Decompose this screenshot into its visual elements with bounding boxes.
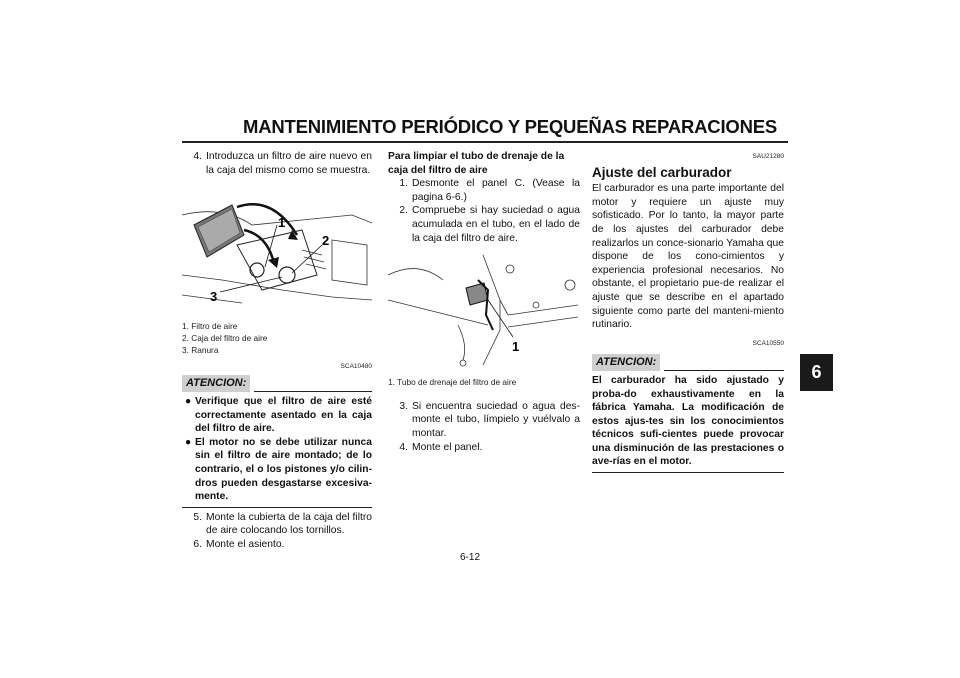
body-paragraph: El carburador es una parte importante del motor y requiere un ajuste muy sofisticado. Por lo tanto, la mayor parte de los ajustes del carburador debe realizarlos un conce-sionario Yamaha que dispone de los cono-cimientos y experiencia profesional necesarios. No obstante, el propietario pue-de realizar el ajuste que se describe en el apartado siguiente como parte del manteni-miento rutinario. xyxy=(592,183,784,331)
attention-label: ATENCION: xyxy=(182,375,250,392)
figure-label: 1 xyxy=(278,215,286,231)
step-3 xyxy=(388,400,580,441)
step-text: Monte el asiento. xyxy=(206,538,285,550)
warning-text: El carburador ha sido ajustado y proba-do exhaustivamente en la fábrica Yamaha. La modificación de estos ajus-tes sin los conocimientos técnicos sufi-cientes puede provocar una disminución de las prestaciones o ave-rías en el motor. xyxy=(592,371,784,473)
attention-rule xyxy=(254,391,372,392)
reference-code: SCA10480 xyxy=(340,362,372,370)
step-2 xyxy=(388,204,580,245)
drain-tube-figure xyxy=(388,255,580,372)
figure-caption xyxy=(182,320,372,356)
step-number: 4. xyxy=(399,441,408,453)
caption-line: 3. Ranura xyxy=(182,344,219,355)
figure-label: 2 xyxy=(322,233,330,249)
step-number: 5. xyxy=(193,511,202,523)
step-number: 2. xyxy=(399,205,408,217)
attention-rule xyxy=(664,370,784,371)
reference-code: SCA10550 xyxy=(752,339,784,347)
drain-tube-illustration xyxy=(388,255,578,367)
step-5 xyxy=(182,511,372,538)
middle-column xyxy=(388,150,580,454)
step-text: Monte el panel. xyxy=(412,441,483,453)
caption-line: 1. Filtro de aire xyxy=(182,320,238,331)
caption-line: 2. Caja del filtro de aire xyxy=(182,332,268,343)
step-number: 4. xyxy=(193,151,202,162)
header-rule xyxy=(182,141,788,143)
air-filter-figure xyxy=(182,185,372,312)
chapter-tab: 6 xyxy=(800,354,833,391)
figure-label: 3 xyxy=(210,289,218,305)
step-number: 6. xyxy=(193,538,202,550)
page-number: 6-12 xyxy=(460,552,481,563)
step-number: 3. xyxy=(399,400,408,412)
attention-box xyxy=(182,392,372,508)
attention-header xyxy=(592,354,784,371)
step-6 xyxy=(182,538,372,552)
step-number: 1. xyxy=(399,178,408,190)
attention-label: ATENCION: xyxy=(592,354,660,371)
bullet-icon: ● xyxy=(185,436,192,448)
air-filter-illustration xyxy=(182,185,372,307)
attention-header xyxy=(182,375,372,392)
step-1 xyxy=(388,177,580,204)
step-4 xyxy=(182,150,372,177)
section-heading: Para limpiar el tubo de drenaje de la caja del filtro de aire xyxy=(388,151,565,176)
figure-caption: 1. Tubo de drenaje del filtro de aire xyxy=(388,376,517,387)
step-text: Introduzca un filtro de aire nuevo en la caja del mismo como se muestra. xyxy=(206,151,372,176)
step-text: Monte la cubierta de la caja del filtro de aire colocando los tornillos. xyxy=(206,511,372,537)
step-text: Si encuentra suciedad o agua des-monte el tubo, límpielo y vuélvalo a montar. xyxy=(412,400,580,439)
step-4 xyxy=(388,441,580,455)
bullet-text: Verifique que el filtro de aire esté correctamente asentado en la caja del filtro de aire. xyxy=(195,395,372,435)
step-text: Desmonte el panel C. (Vease la pagina 6-6.) xyxy=(412,178,580,203)
bullet-icon: ● xyxy=(185,395,192,407)
step-text: Compruebe si hay suciedad o agua acumulada en el tubo, en el lado de la caja del filtro de aire. xyxy=(412,205,580,244)
bullet-text: El motor no se debe utilizar nunca sin el filtro de aire montado; de lo contrario, el o los pistones y/o cilin-dros pueden desgastarse excesiva-mente. xyxy=(195,436,372,503)
bullet-item xyxy=(182,436,372,504)
page-title: MANTENIMIENTO PERIÓDICO Y PEQUEÑAS REPARACIONES xyxy=(243,116,778,137)
figure-label: 1 xyxy=(512,339,520,355)
bullet-item xyxy=(182,395,372,436)
left-column xyxy=(182,150,372,552)
reference-code: SAU21280 xyxy=(752,153,784,160)
right-column xyxy=(592,150,784,473)
section-heading: Ajuste del carburador xyxy=(592,164,732,180)
